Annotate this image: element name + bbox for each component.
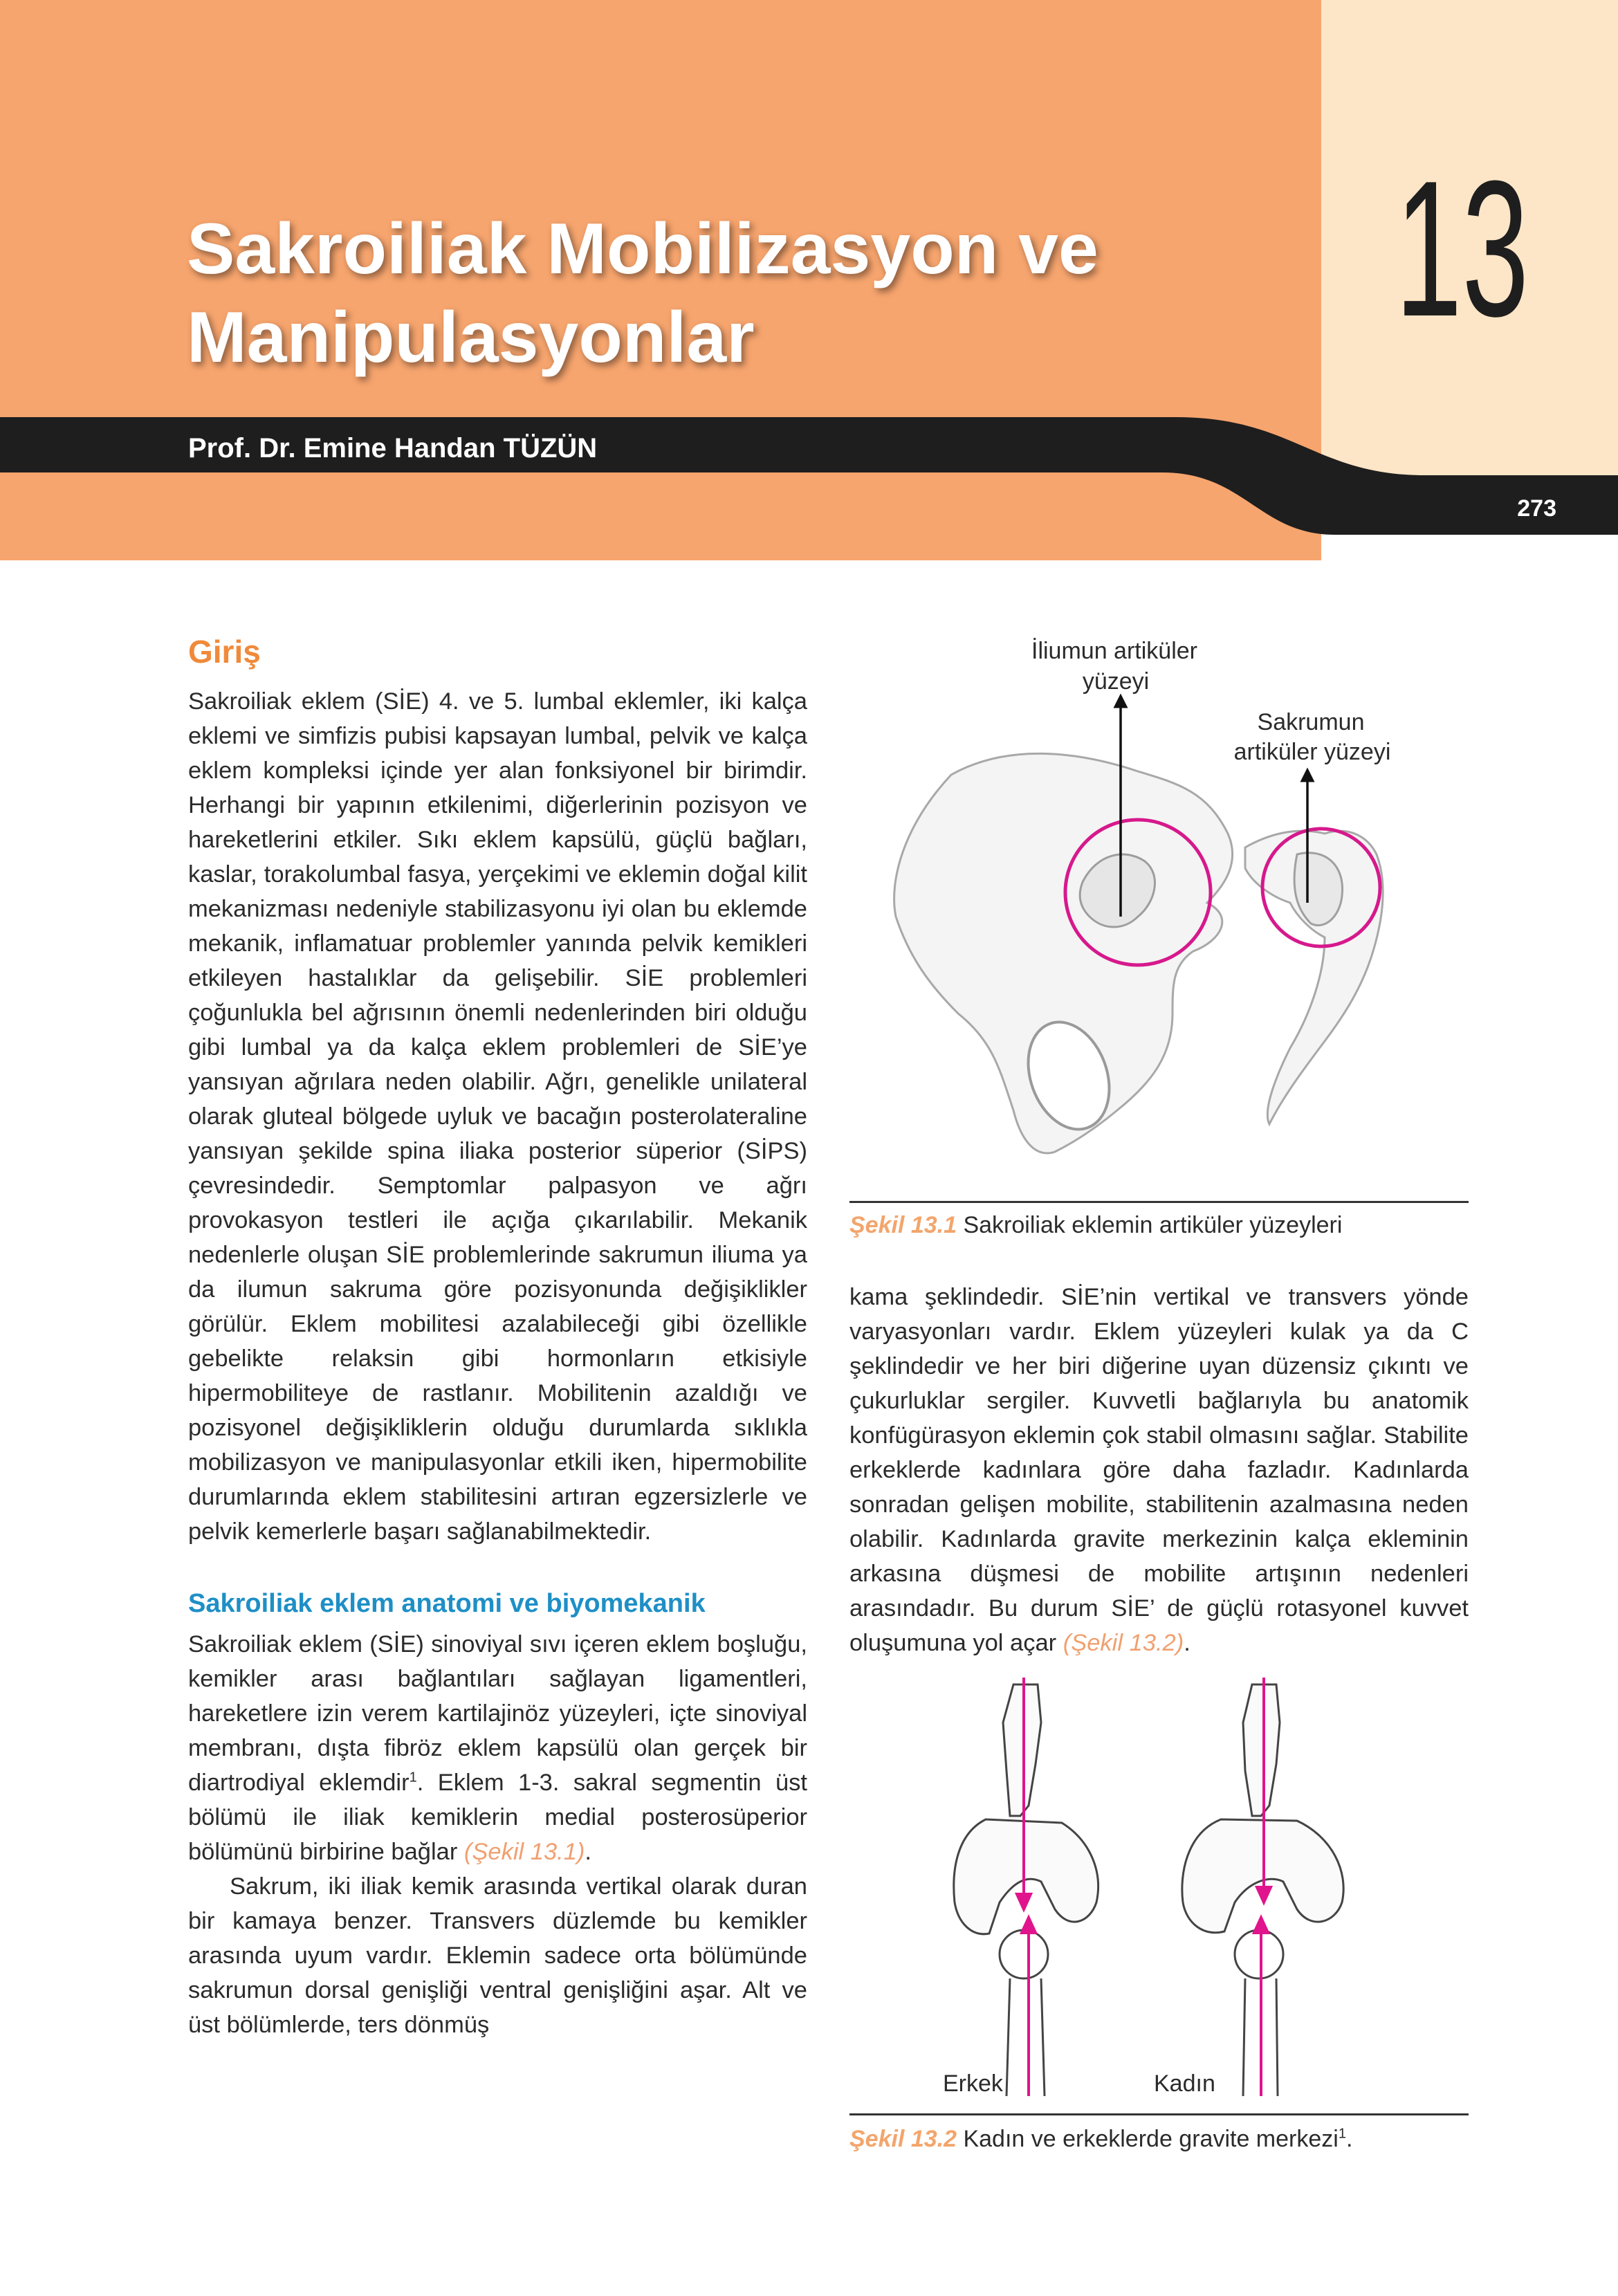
- ilium-drawing: [894, 753, 1233, 1153]
- figure-13-2-rule: [849, 2113, 1469, 2115]
- figure-13-2-gravity-center: [847, 1674, 1470, 2103]
- figure-13-2-caption-end: .: [1345, 2126, 1353, 2152]
- left-column: [188, 633, 807, 2042]
- chapter-title-line2: Manipulasyonlar: [187, 297, 755, 378]
- figure-13-1-label: Şekil 13.1: [849, 1212, 957, 1238]
- section-heading-intro: Giriş: [188, 634, 261, 670]
- figure-13-1-caption-text: Sakroiliak eklemin artiküler yüzeyleri: [957, 1212, 1343, 1238]
- sacrum-drawing: [1245, 831, 1383, 1124]
- anatomy-p1-text: Sakroiliak eklem (SİE) sinoviyal sıvı içeren eklem boşluğu, kemikler arası bağlantıları sağlayan ligamentleri, hareketlere izin verem kartilajinöz yüzeyleri, içte sinoviyal membranı, dışta fibröz eklem kapsülü olan gerçek bir diartrodiyal eklemdir: [188, 1631, 807, 1796]
- chapter-number: 13: [1395, 141, 1529, 357]
- ilium-label-line2: yüzeyi: [1082, 668, 1150, 695]
- figure-13-2-caption-text: Kadın ve erkeklerde gravite merkezi: [957, 2126, 1339, 2152]
- anatomy-paragraph-3: [849, 1280, 1469, 1660]
- male-label: Erkek: [943, 2070, 1003, 2097]
- sacrum-label-line1: Sakrumun: [1257, 709, 1365, 735]
- figure-13-1-sacroiliac-surfaces: [847, 626, 1470, 1193]
- ilium-label-line1: İliumun artiküler: [1031, 638, 1197, 664]
- anatomy-p3-text: kama şeklindedir. SİE’nin vertikal ve transvers yönde varyasyonları vardır. Eklem yüzeyleri kulak ya da C şeklindedir ve her biri diğerine uyan düzensiz çıkıntı ve çukurluklar sergiler. Kuvvetli bağlarıyla bu anatomik konfügürasyon eklemin çok stabil olmasını sağlar. Stabilite erkeklerde kadınlara göre daha fazladır. Kadınlarda sonradan gelişen mobilite, stabilitenin azalmasına neden olabilir. Kadınlarda gravite merkezinin kalça ekleminin arkasına düşmesi de mobilite artışının nedenleri arasındadır. Bu durum SİE’ de güçlü rotasyonel kuvvet oluşumuna yol açar: [849, 1284, 1469, 1656]
- anatomy-paragraph-2: Sakrum, iki iliak kemik arasında vertikal olarak duran bir kamaya benzer. Transvers düzlemde bu kemikler arasında uyum vardır. Eklemin sadece orta bölümünde sakrumun dorsal genişliği ventral genişliğini aşar. Alt ve üst bölümlerde, ters dönmüş: [188, 1873, 807, 2038]
- page-number: 273: [1517, 495, 1556, 522]
- sacrum-label-line2: artiküler yüzeyi: [1233, 739, 1391, 765]
- chapter-title: [187, 205, 1266, 382]
- anatomy-paragraph-1: [188, 1627, 807, 1869]
- figure-13-2-label: Şekil 13.2: [849, 2126, 957, 2152]
- intro-paragraph: Sakroiliak eklem (SİE) 4. ve 5. lumbal eklemler, iki kalça eklemi ve simfizis pubisi kapsayan lumbal, pelvik ve kalça eklem kompleksi içinde yer alan fonksiyonel bir birimdir. Herhangi bir yapının etkilenimi, diğerlerinin pozisyon ve hareketlerini etkiler. Sıkı eklem kapsülü, güçlü bağları, kaslar, torakolumbal fasya, yerçekimi ve eklemin doğal kilit mekanizması nedeniyle stabilizasyonu iyi olan bu eklemde mekanik, inflamatuar problemler yanında pelvik kemikleri etkileyen hastalıklar da gelişebilir. SİE problemleri çoğunlukla bel ağrısının önemli nedenlerinden biri olduğu gibi lumbal ya da kalça eklem problemleri de SİE’ye yansıyan ağrılara neden olabilir. Ağrı, genelikle unilateral olarak gluteal bölgede uyluk ve bacağın posterolateraline yansıyan şekilde spina iliaka posterior süperior (SİPS) çevresindedir. Semptomlar palpasyon ve ağrı provokasyon testleri ile açığa çıkarılabilir. Mekanik nedenlerle oluşan SİE problemlerinde sakrumun iliuma ya da ilumun sakruma göre pozisyonunda değişiklikler görülür. Eklem mobilitesi azalabileceği gibi özellikle gebelikte relaksin gibi hormonların etkisiyle hipermobiliteye de rastlanır. Mobilitenin azaldığı ve pozisyonel değişikliklerin olduğu durumlarda sıklıkla mobilizasyon ve manipulasyonlar etkili iken, hipermobilite durumlarında eklem stabilitesini artıran egzersizlerle ve pelvik kemerlerle başarı sağlanabilmektedir.: [188, 688, 807, 1545]
- right-column: [849, 1280, 1469, 1660]
- figure-13-1-caption: [849, 1212, 1472, 1239]
- figure-reference-13-2[interactable]: (Şekil 13.2): [1063, 1630, 1184, 1656]
- chapter-title-line1: Sakroiliak Mobilizasyon ve: [187, 209, 1098, 289]
- male-pelvis-drawing: [954, 1684, 1098, 2096]
- anatomy-p1-end: .: [585, 1839, 591, 1865]
- figure-reference-13-1[interactable]: (Şekil 13.1): [463, 1839, 585, 1865]
- section-heading-anatomy: Sakroiliak eklem anatomi ve biyomekanik: [188, 1589, 706, 1618]
- figure-13-1-rule: [849, 1201, 1469, 1203]
- anatomy-p3-end: .: [1184, 1630, 1190, 1656]
- figure-13-2-caption: [849, 2126, 1472, 2153]
- citation-superscript: 1: [409, 1770, 417, 1785]
- author-name: Prof. Dr. Emine Handan TÜZÜN: [188, 433, 598, 463]
- figure-13-2-citation: 1: [1338, 2126, 1346, 2142]
- anatomy-p1-text2: . Eklem 1-3. sakral segmentin üst bölümü ile iliak kemiklerin medial posterosüperior bölümünü birbirine bağlar: [188, 1770, 807, 1865]
- female-label: Kadın: [1154, 2070, 1215, 2097]
